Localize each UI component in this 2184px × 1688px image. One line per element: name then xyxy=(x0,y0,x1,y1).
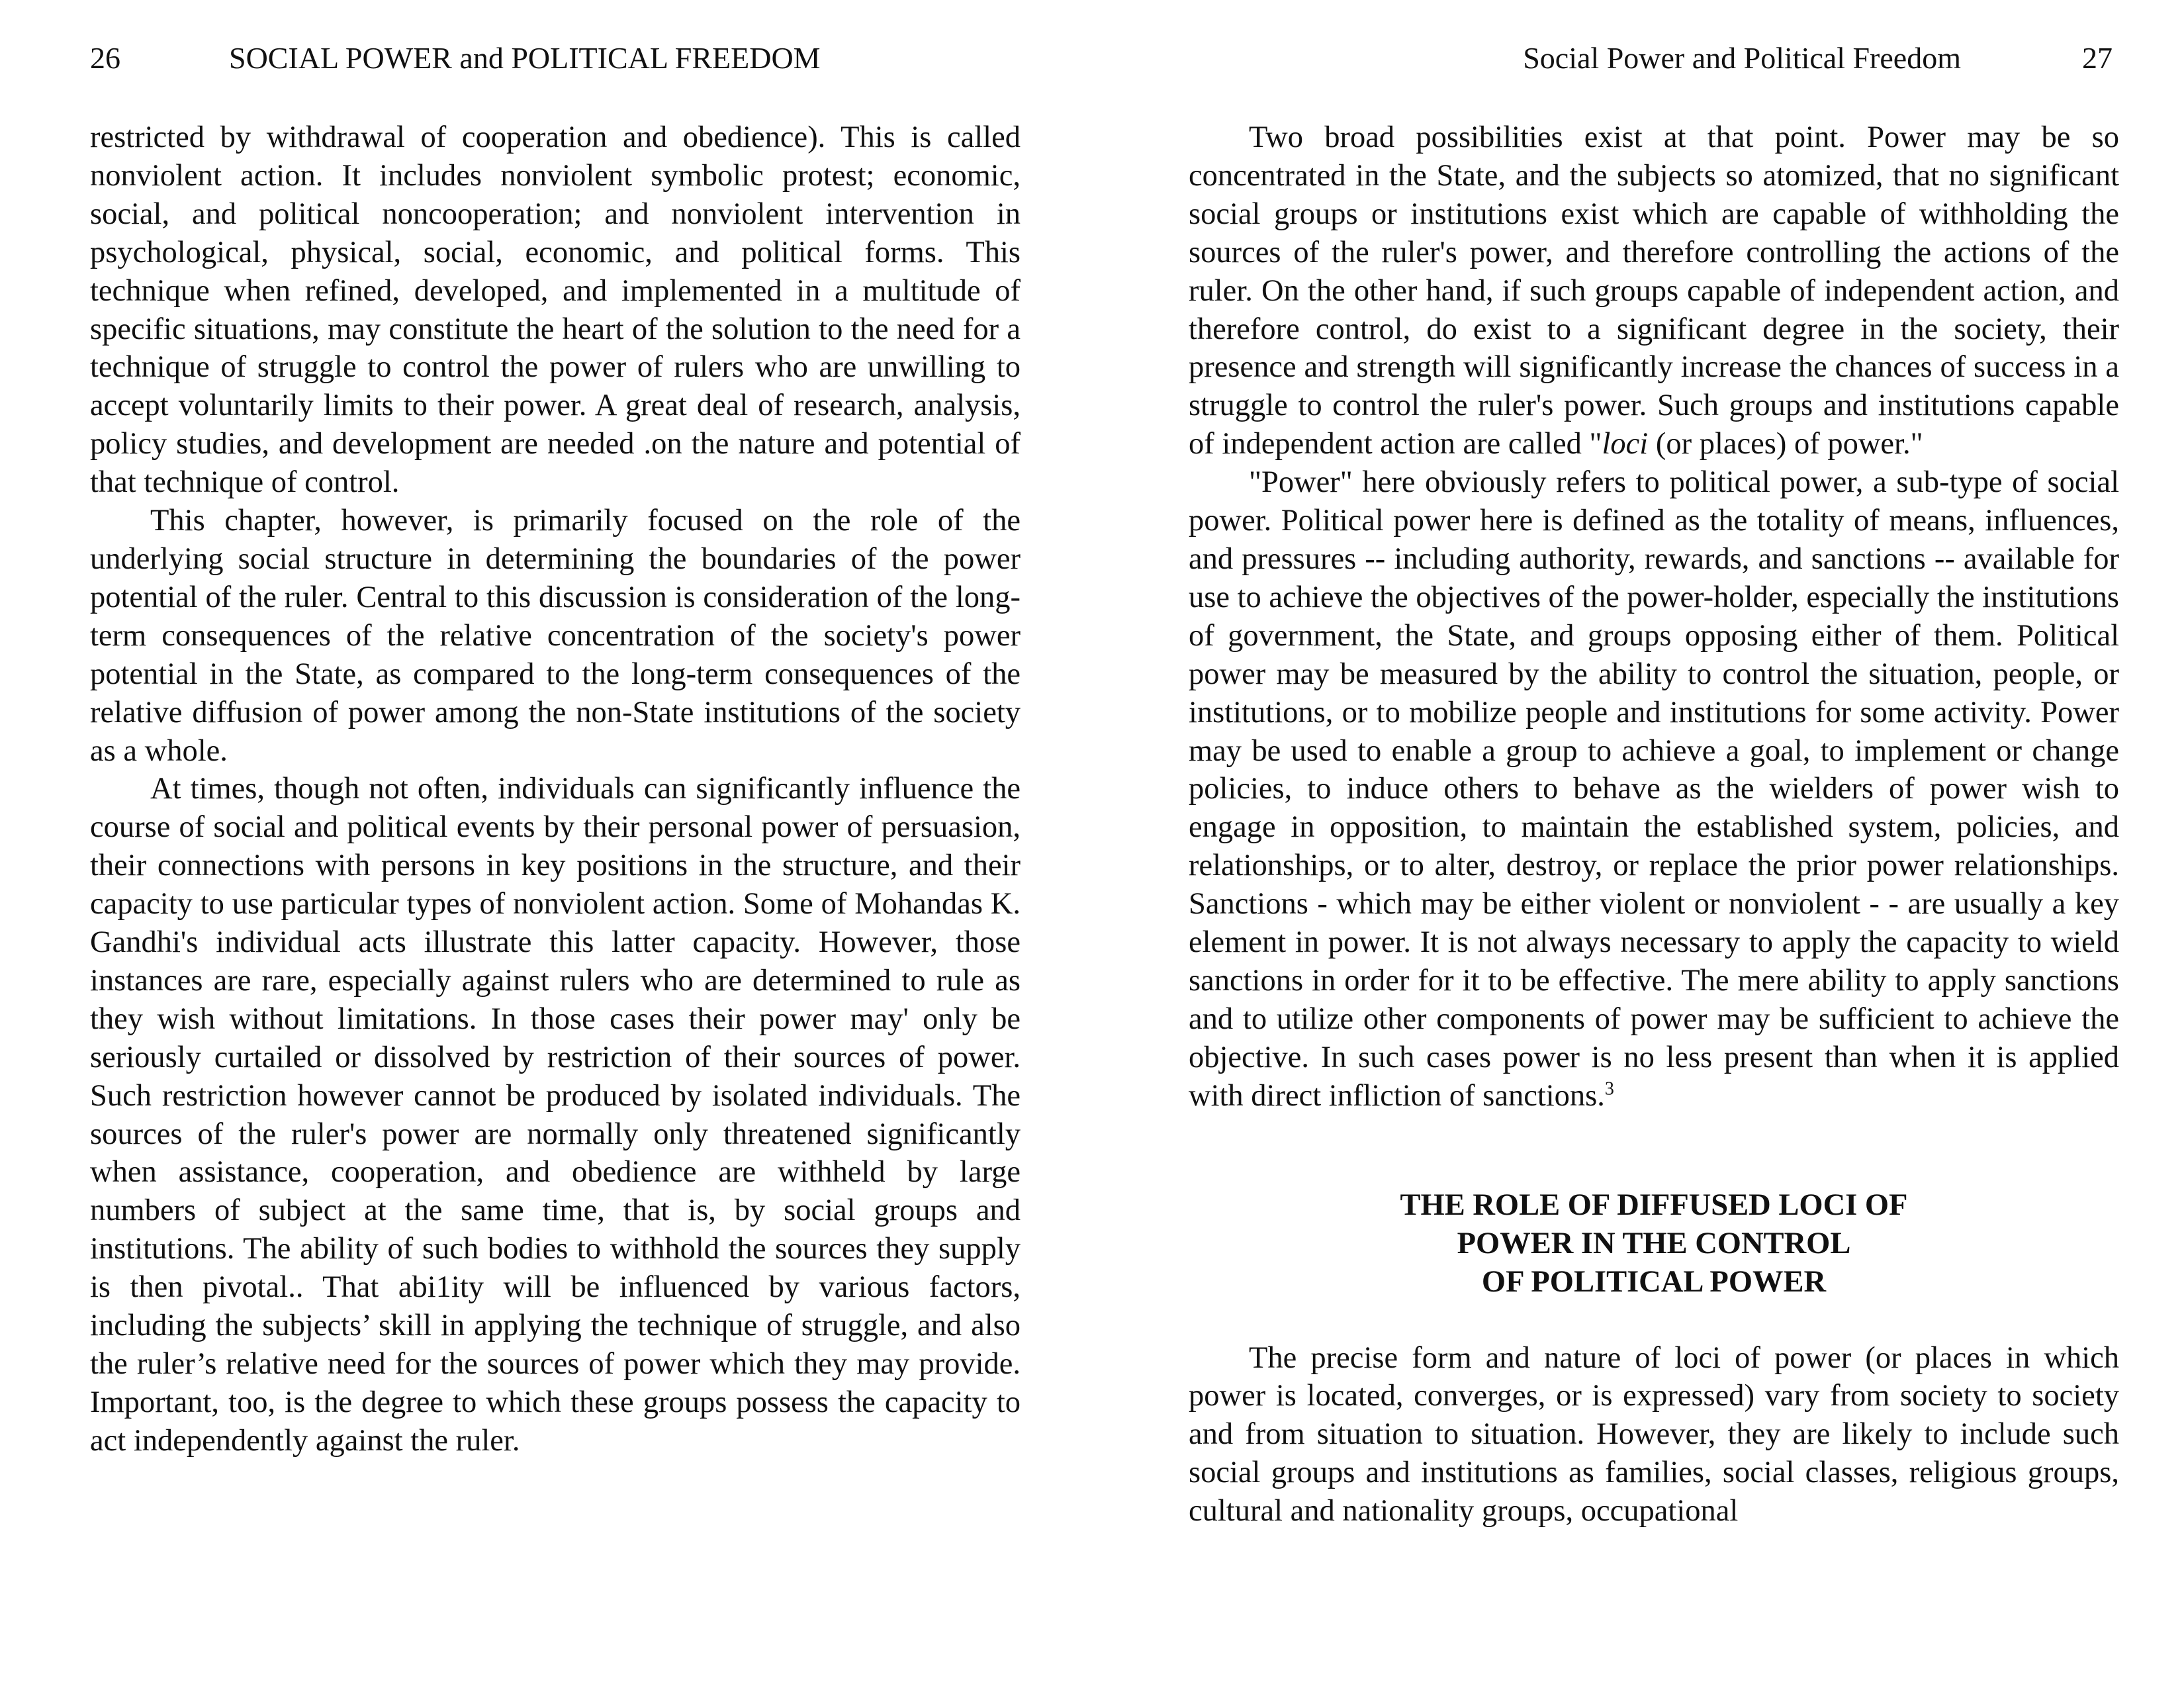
right-paragraph-3: The precise form and nature of loci of power (or places in which power is located, converges, or is expressed) vary from society to society and from situation to situation. However, they are likely to include such social groups and institutions as families, social classes, religious groups, cultural and nationality groups, occupational xyxy=(1189,1340,2119,1528)
section-heading-line-2: POWER IN THE CONTROL xyxy=(1457,1226,1851,1260)
left-paragraph-2: This chapter, however, is primarily focused on the role of the underlying social structure in determining the boundaries of the power potential of the ruler. Central to this discussion is consideration of the long-term consequences of the relative concentration of the society's power potential in the State, as compared to the long-term consequences of the relative diffusion of power among the non-State institutions of the society as a whole. xyxy=(90,504,1021,768)
right-page xyxy=(1092,0,2184,1688)
loci-italic-term: loci xyxy=(1602,427,1649,461)
right-paragraph-1 xyxy=(1189,118,2119,463)
left-paragraph-3: At times, though not often, individuals can significantly influence the course of social and political events by their personal power of persuasion, their connections with persons in key positions in the structure, and their capacity to use particular types of nonviolent action. Some of Mohandas K. Gandhi's individual acts illustrate this latter capacity. However, those instances are rare, especially against rulers who are determined to rule as they wish without limitations. In those cases their power may' only be seriously curtailed or dissolved by restriction of their sources of power. Such restriction however cannot be produced by isolated individuals. The sources of the ruler's power are normally only threatened significantly when assistance, cooperation, and obedience are withheld by large numbers of subject at the same time, that is, by social groups and institutions. The ability of such bodies to withhold the sources they supply is then pivotal.. That abi1ity will be influenced by various factors, including the subjects’ skill in applying the technique of struggle, and also the ruler’s relative need for the sources of power which they may provide. Important, too, is the degree to which these groups possess the capacity to act independently against the ruler. xyxy=(90,772,1021,1458)
section-heading xyxy=(1189,1186,2119,1301)
right-page-number: 27 xyxy=(2082,41,2113,75)
left-text-column xyxy=(90,118,1021,1460)
left-paragraph-1: restricted by withdrawal of cooperation and obedience). This is called nonviolent action. It includes nonviolent symbolic protest; economic, social, and political noncooperation; and nonviolent intervention in psychological, physical, social, economic, and political forms. This technique when refined, developed, and implemented in a multitude of specific situations, may constitute the heart of the solution to the need for a technique of struggle to control the power of rulers who are unwilling to accept voluntarily limits to their power. A great deal of research, analysis, policy studies, and development are needed .on the nature and potential of that technique of control. xyxy=(90,120,1021,500)
left-running-title: SOCIAL POWER and POLITICAL FREEDOM xyxy=(229,41,821,75)
right-text-column xyxy=(1189,118,2119,1530)
section-heading-line-3: OF POLITICAL POWER xyxy=(1481,1264,1827,1299)
right-paragraph-2-text: "Power" here obviously refers to political power, a sub-type of social power. Political power here is defined as the totality of means, influences, and pressures -- including authority, rewards, and sanctions -- available for use to achieve the objectives of the power-holder, especially the institutions of government, the State, and groups opposing either of them. Political power may be measured by the ability to control the situation, people, or institutions, or to mobilize people and institutions for some activity. Power may be used to enable a group to achieve a goal, to implement or change policies, to induce others to behave as the wielders of power wish to engage in opposition, to maintain the established system, policies, and relationships, or to alter, destroy, or replace the prior power relationships. Sanctions - which may be either violent or nonviolent - - are usually a key element in power. It is not always necessary to apply the capacity to wield sanctions in order for it to be effective. The mere ability to apply sanctions and to utilize other components of power may be sufficient to achieve the objective. In such cases power is no less present than when it is applied with direct infliction of sanctions. xyxy=(1189,465,2119,1113)
right-paragraph-2 xyxy=(1189,463,2119,1115)
footnote-marker: 3 xyxy=(1604,1078,1614,1100)
right-paragraph-1-ending: (or places) of power." xyxy=(1648,427,1923,461)
right-paragraph-1-text: Two broad possibilities exist at that point. Power may be so concentrated in the State, and the subjects so atomized, that no significant social groups or institutions exist which are capable of withholding the sources of the ruler's power, and therefore controlling the actions of the ruler. On the other hand, if such groups capable of independent action, and therefore control, do exist to a significant degree in the society, their presence and strength will significantly increase the chances of success in a struggle to control the ruler's power. Such groups and institutions capable of independent action are called " xyxy=(1189,120,2119,461)
right-running-title: Social Power and Political Freedom xyxy=(1523,41,1961,75)
left-page-number: 26 xyxy=(90,41,120,75)
section-heading-line-1: THE ROLE OF DIFFUSED LOCI OF xyxy=(1400,1188,1908,1222)
